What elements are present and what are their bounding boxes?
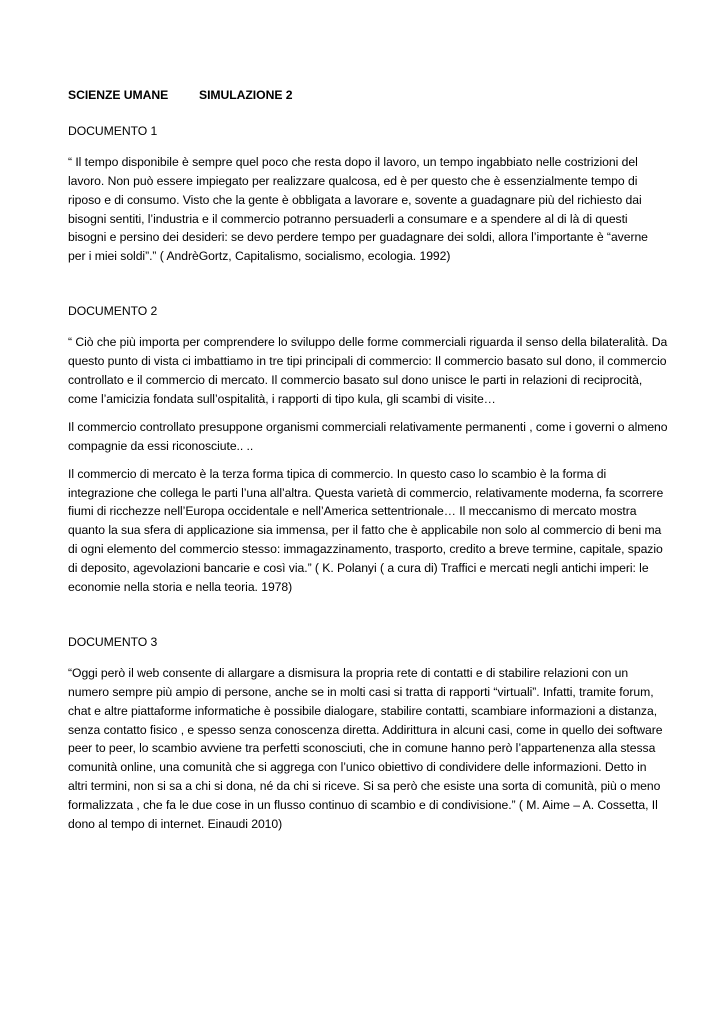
- document-2-paragraph-3: Il commercio di mercato è la terza forma tipica di commercio. In questo caso lo scambio è la forma di integrazione che collega le parti l’una all’altra. Questa varietà di commercio, relativamente moderna, fa scorrere fiumi di ricchezze nell’Europa occidentale e nell’America settentrionale… Il meccanismo di mercato mostra quanto la sua sfera di applicazione sia immensa, per il fatto che è applicabile non solo al commercio di beni ma di ogni elemento del commercio stesso: immagazzinamento, trasporto, credito a breve termine, capitale, spazio di deposito, agevolazioni bancarie e così via.” ( K. Polanyi ( a cura di) Traffici e mercati negli antichi imperi: le economie nella storia e nella teoria. 1978): [68, 466, 664, 595]
- document-3-paragraph-1: “Oggi però il web consente di allargare a dismisura la propria rete di contatti e di stabilire relazioni con un numero sempre più ampio di persone, anche se in molti casi si tratta di rapporti “virtuali”. Infatti, tramite forum, chat e altre piattaforme informatiche è possibile dialogare, stabilire contatti, scambiare informazioni a distanza, senza contatto fisico , e spesso senza conoscenza diretta. Addirittura in alcuni casi, come in quello dei software peer to peer, lo scambio avviene tra perfetti sconosciuti, che in comune hanno però l’appartenenza alla stessa comunità online, una comunità che si aggrega con l’unico obiettivo di condividere delle informazioni. Detto in altri termini, non si sa a chi si dona, né da chi si riceve. Si sa però che esiste una sorta di comunità, più o meno formalizzata , che fa le due cose in un flusso continuo di scambio e di condivisione.” ( M. Aime – A. Cossetta, Il dono al tempo di internet. Einaudi 2010): [68, 665, 663, 832]
- document-2: [68, 302, 668, 597]
- section-spacer: [68, 606, 668, 633]
- document-page: [68, 86, 668, 843]
- document-2-paragraph-2: Il commercio controllato presuppone organismi commerciali relativamente permanenti , come i governi o almeno compagnie da essi riconosciute.. ..: [68, 419, 668, 453]
- subject-title: SCIENZE UMANE: [68, 88, 169, 102]
- document-1-paragraph-1: “ Il tempo disponibile è sempre quel poco che resta dopo il lavoro, un tempo ingabbiato nelle costrizioni del lavoro. Non può essere impiegato per realizzare qualcosa, ed è per questo che è essenzialmente tempo di riposo e di consumo. Visto che la gente è obbligata a lavorare e, sovente a guadagnare più del richiesto dai bisogni sentiti, l’industria e il commercio potranno persuaderli a consumare e a spendere al di là di questi bisogni e persino dei desideri: se devo perdere tempo per guadagnare dei soldi, allora l’importante è “averne per i miei soldi”.” ( AndrèGortz, Capitalismo, socialismo, ecologia. 1992): [68, 154, 648, 264]
- document-3-title: DOCUMENTO 3: [68, 634, 158, 649]
- document-2-paragraph-1: “ Ciò che più importa per comprendere lo sviluppo delle forme commerciali riguarda il senso della bilateralità. Da questo punto di vista ci imbattiamo in tre tipi principali di commercio: Il commercio basato sul dono, il commercio controllato e il commercio di mercato. Il commercio basato sul dono unisce le parti in relazioni di reciprocità, come l’amicizia fondata sull’ospitalità, i rapporti di tipo kula, gli scambi di visite…: [68, 335, 668, 406]
- document-1: [68, 122, 668, 266]
- document-3: [68, 633, 668, 834]
- document-2-title: DOCUMENTO 2: [68, 304, 158, 319]
- page-header: [68, 86, 668, 105]
- simulation-title: SIMULAZIONE 2: [199, 88, 293, 102]
- section-spacer: [68, 275, 668, 302]
- document-1-title: DOCUMENTO 1: [68, 123, 158, 138]
